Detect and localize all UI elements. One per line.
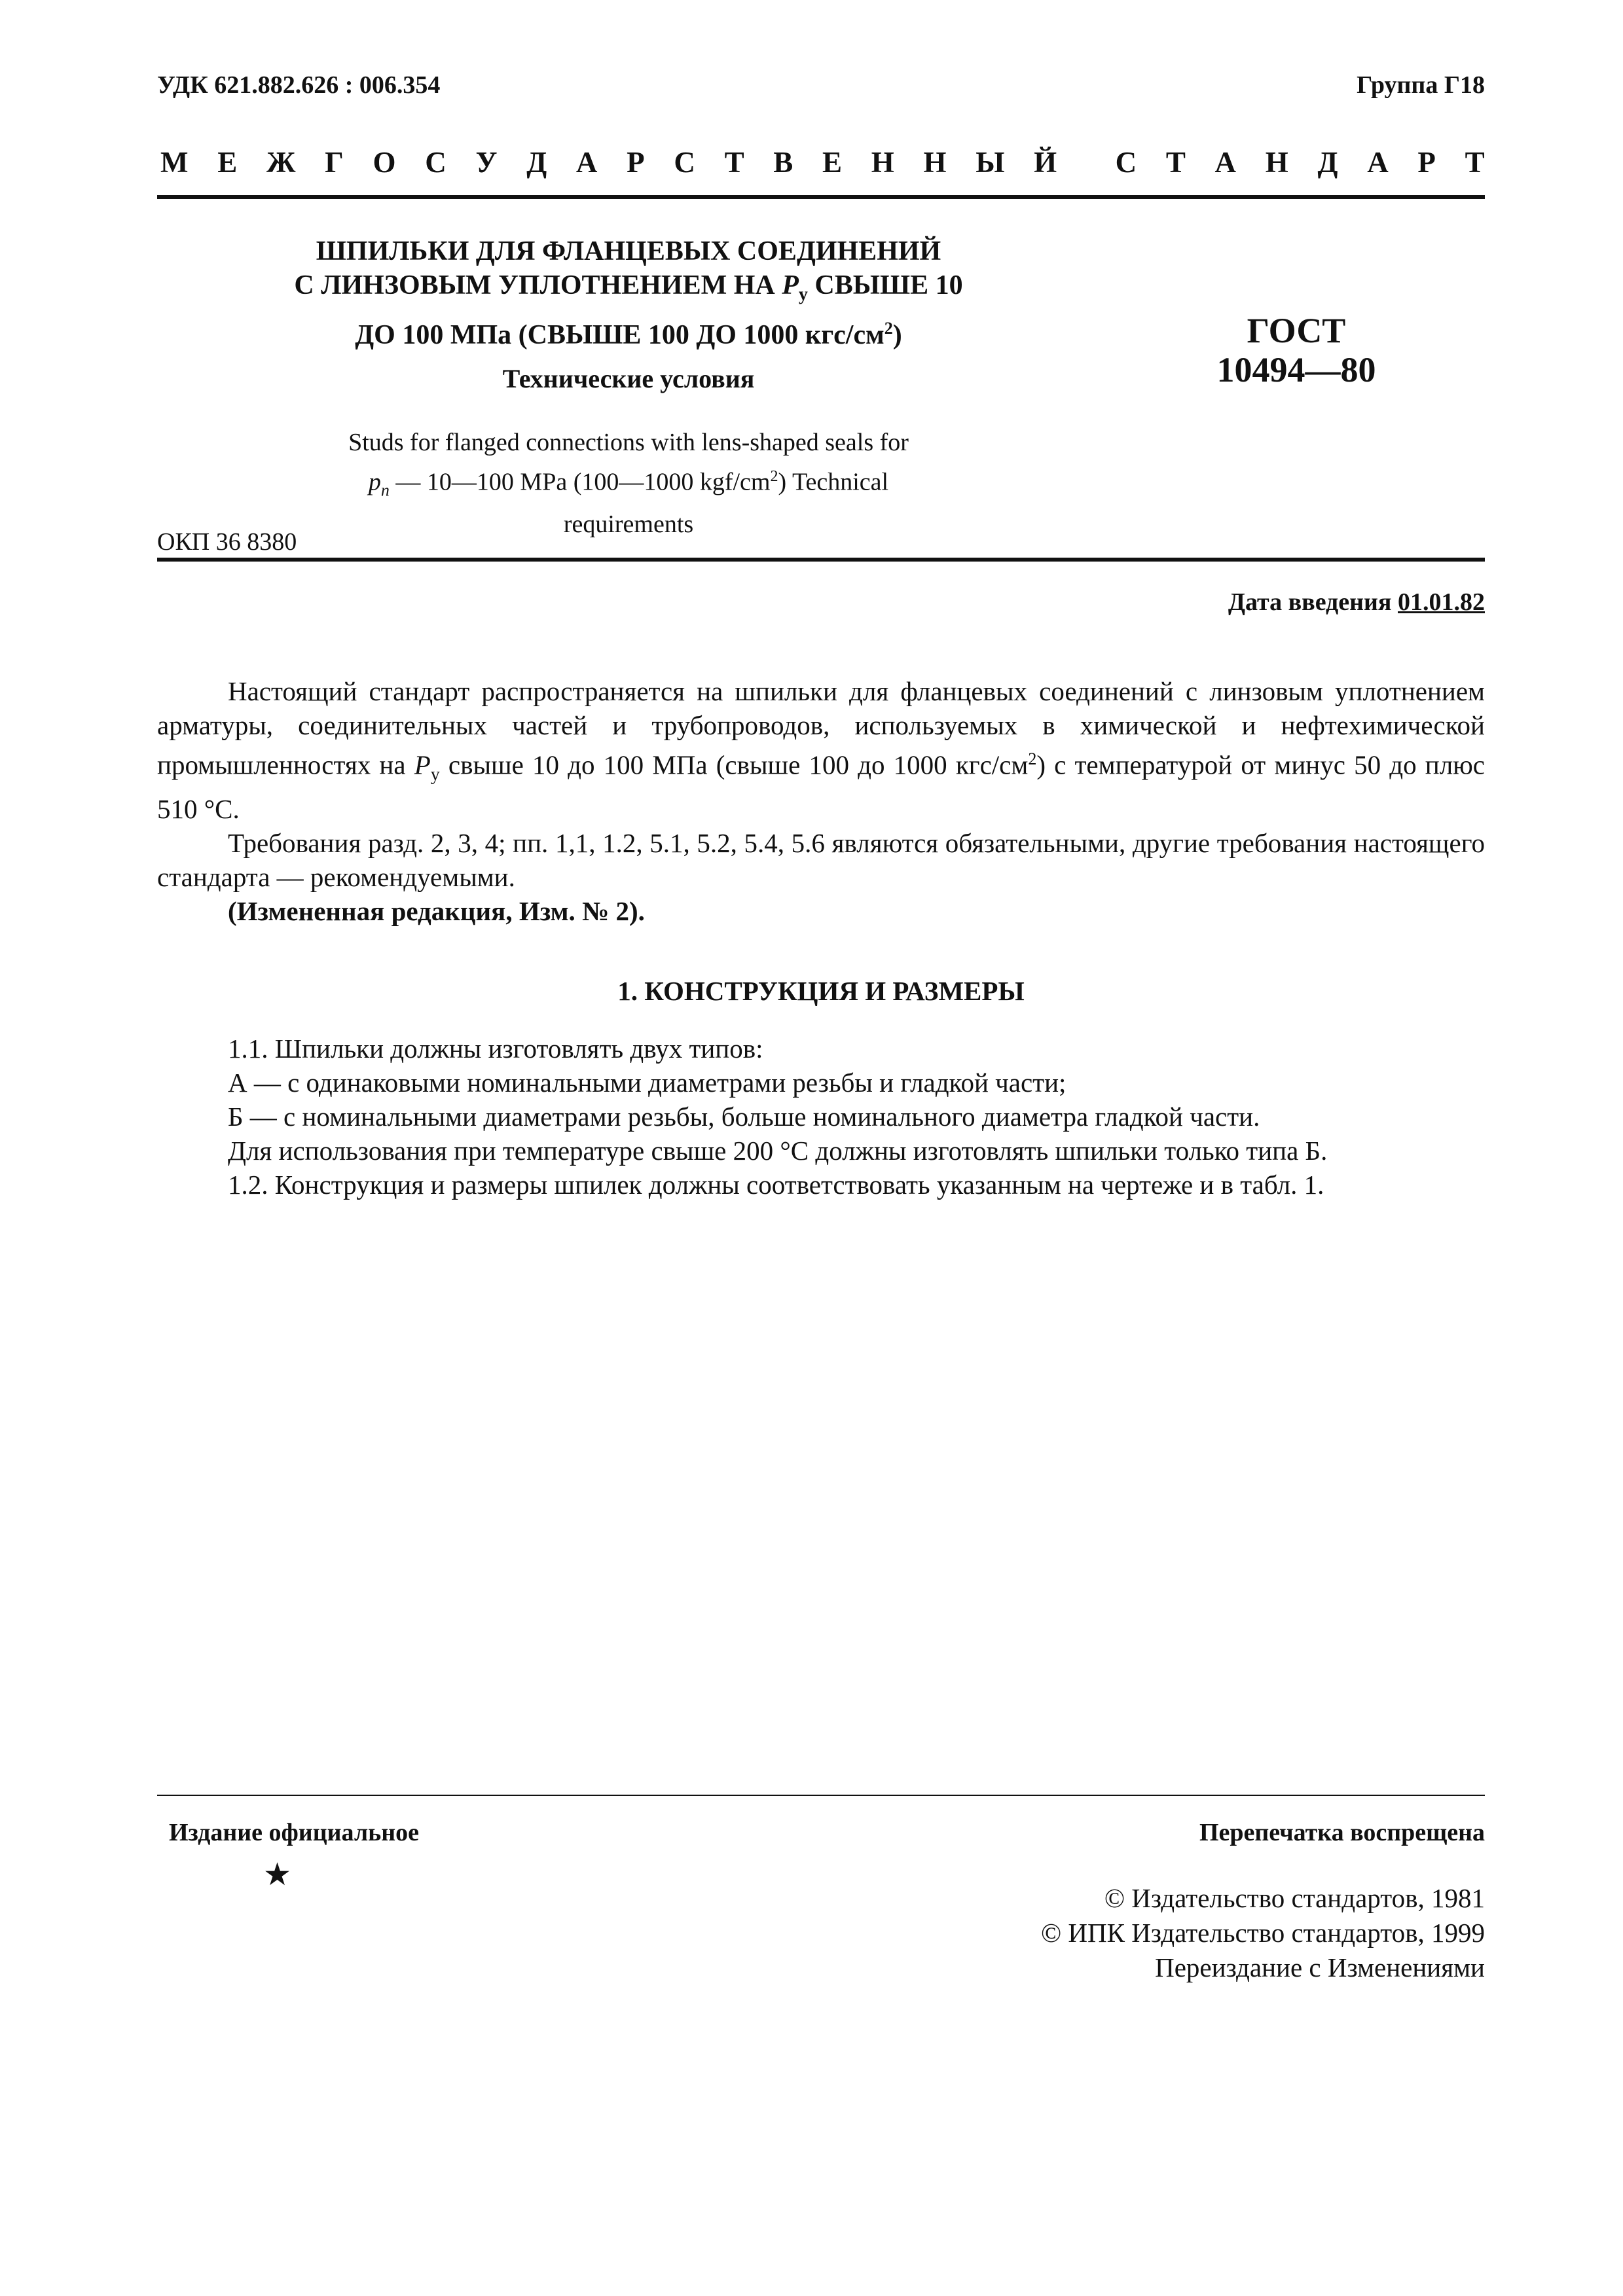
heading-letter: У bbox=[475, 146, 498, 179]
title-line-3: ДО 100 МПа (СВЫШЕ 100 ДО 1000 кгс/$см^2$) bbox=[355, 319, 902, 351]
heading-letter: А bbox=[575, 146, 598, 179]
heading-letter: Е bbox=[822, 146, 843, 179]
title-block-rule bbox=[157, 558, 1485, 562]
interstate-standard-heading bbox=[160, 145, 1485, 179]
heading-letter: А bbox=[1367, 146, 1389, 179]
heading-letter: Е bbox=[217, 146, 238, 179]
amendment-note: (Измененная редакция, Изм. № 2). bbox=[228, 895, 645, 926]
english-title-line-3: requirements bbox=[563, 511, 694, 539]
copyright-block bbox=[1041, 1881, 1485, 1985]
heading-letter: Н bbox=[1265, 146, 1288, 179]
type-a-item: А — с одинаковыми номинальными диаметрами резьбы и гладкой части; bbox=[228, 1067, 1067, 1098]
copyright-1999: © ИПК Издательство стандартов, 1999 bbox=[1040, 1918, 1485, 1948]
requirements-paragraph: Требования разд. 2, 3, 4; пп. 1,1, 1.2, 5.1, 5.2, 5.4, 5.6 являются обязательными, другие требования настоящего стандарта — рекомендуемыми. bbox=[157, 827, 1485, 892]
heading-letter: Т bbox=[1165, 146, 1186, 179]
gost-label: ГОСТ bbox=[1247, 311, 1346, 350]
english-title bbox=[157, 425, 1100, 541]
section-heading: 1. КОНСТРУКЦИЯ И РАЗМЕРЫ bbox=[617, 975, 1025, 1006]
heading-letter: Т bbox=[1465, 146, 1485, 179]
heading-letter: С bbox=[425, 146, 447, 179]
heading-letter: Ы bbox=[976, 146, 1005, 179]
heading-letter: М bbox=[160, 146, 189, 179]
okp-code: ОКП 36 8380 bbox=[157, 528, 297, 556]
gost-number bbox=[1152, 311, 1440, 389]
title-line-1: ШПИЛЬКИ ДЛЯ ФЛАНЦЕВЫХ СОЕДИНЕНИЙ bbox=[316, 236, 941, 266]
introduction-date: Дата введения 01.01.82 bbox=[1228, 588, 1485, 616]
heading-letter: С bbox=[674, 146, 695, 179]
heading-letter: С bbox=[1115, 146, 1137, 179]
heading-letter: Ж bbox=[266, 146, 296, 179]
heading-letter: Г bbox=[325, 146, 344, 179]
heading-letter: О bbox=[373, 146, 396, 179]
reprint-prohibited-label: Перепечатка воспрещена bbox=[1199, 1819, 1485, 1846]
document-title bbox=[157, 234, 1100, 352]
heading-letter: Н bbox=[871, 146, 894, 179]
heading-letter: А bbox=[1214, 146, 1237, 179]
english-title-line-1: Studs for flanged connections with lens-shaped seals for bbox=[348, 429, 909, 456]
title-line-2: С ЛИНЗОВЫМ УПЛОТНЕНИЕМ НА $P_у$ СВЫШЕ 10 bbox=[294, 270, 963, 305]
clause-1-2: 1.2. Конструкция и размеры шпилек должны соответствовать указанным на чертеже и в табл. 1. bbox=[228, 1169, 1324, 1200]
heading-letter: Р bbox=[1417, 146, 1436, 179]
english-title-line-2: $p_n$ — 10—100 MPa (100—1000 kgf/$cm^2$) Technical bbox=[368, 468, 889, 500]
heading-letter: Р bbox=[627, 146, 645, 179]
scope-paragraph: Настоящий стандарт распространяется на шпильки для фланцевых соединений с линзовым уплотнением арматуры, соединительных частей и трубопроводов, используемых в химической и нефтехимической промышленностях на $P_у$ свыше 10 до 100 МПа (свыше 100 до 1000 кгс/$см^2$) с температурой от минус 50 до плюс 510 °С. bbox=[157, 676, 1486, 824]
heading-letter: В bbox=[773, 146, 793, 179]
gost-code: 10494—80 bbox=[1216, 350, 1376, 389]
header-rule bbox=[157, 195, 1485, 199]
group-code: Группа Г18 bbox=[1357, 71, 1485, 99]
udk-code: УДК 621.882.626 : 006.354 bbox=[157, 71, 441, 99]
heading-letter: Д bbox=[526, 146, 547, 179]
type-b-item: Б — с номинальными диаметрами резьбы, больше номинального диаметра гладкой части. bbox=[228, 1101, 1260, 1132]
reissue-note: Переиздание с Изменениями bbox=[1155, 1952, 1485, 1982]
temperature-note: Для использования при температуре свыше 200 °С должны изготовлять шпильки только типа Б. bbox=[228, 1135, 1328, 1166]
heading-letter: Н bbox=[923, 146, 947, 179]
document-subtitle: Технические условия bbox=[502, 364, 755, 393]
heading-letter: Й bbox=[1034, 146, 1057, 179]
copyright-1981: © Издательство стандартов, 1981 bbox=[1104, 1883, 1485, 1913]
footer-rule bbox=[157, 1795, 1485, 1796]
heading-letter: Т bbox=[724, 146, 744, 179]
clause-1-1: 1.1. Шпильки должны изготовлять двух типов: bbox=[228, 1033, 763, 1064]
official-edition-label: Издание официальное bbox=[169, 1819, 420, 1846]
star-icon: ★ bbox=[263, 1857, 292, 1892]
heading-letter: Д bbox=[1317, 146, 1338, 179]
document-body bbox=[157, 674, 1485, 1202]
